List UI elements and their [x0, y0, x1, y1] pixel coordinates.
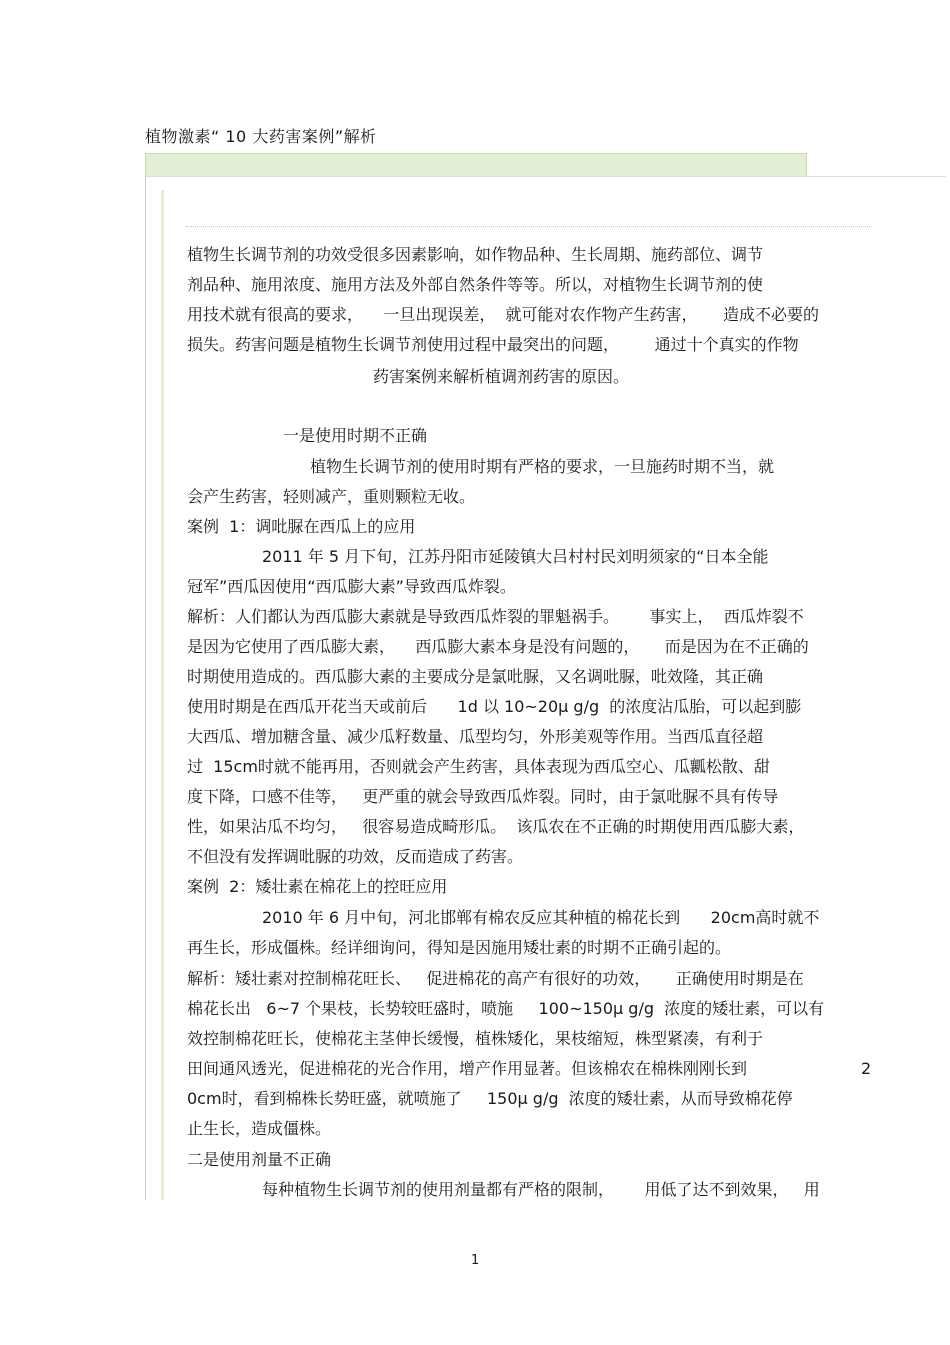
- body-line: 棉花长出 6~7 个果枝，长势较旺盛时，喷施 100~150μ g/g 浓度的矮壮素，可以有: [187, 999, 825, 1018]
- body-line: 会产生药害，轻则减产，重则颗粒无收。: [187, 487, 476, 506]
- body-line: 度下降，口感不佳等， 更严重的就会导致西瓜炸裂。同时，由于氯吡脲不具有传导: [187, 787, 779, 806]
- body-line: 剂品种、施用浓度、施用方法及外部自然条件等等。所以，对植物生长调节剂的使: [187, 275, 764, 294]
- title-banner: [145, 153, 807, 177]
- frame-accent-border: [161, 190, 164, 1200]
- body-line: 过 15cm时就不能再用，否则就会产生药害，具体表现为西瓜空心、瓜瓤松散、甜: [187, 757, 770, 776]
- section-heading: 二是使用剂量不正确: [187, 1150, 332, 1169]
- body-line: 止生长，造成僵株。: [187, 1119, 332, 1138]
- body-line: 冠军”西瓜因使用“西瓜膨大素”导致西瓜炸裂。: [187, 577, 516, 596]
- body-line: 2: [861, 1059, 872, 1078]
- body-line: 再生长，形成僵株。经详细询问，得知是因施用矮壮素的时期不正确引起的。: [187, 938, 732, 957]
- body-line: 损失。药害问题是植物生长调节剂使用过程中最突出的问题， 通过十个真实的作物: [187, 335, 799, 354]
- body-line: 植物生长调节剂的使用时期有严格的要求，一旦施药时期不当，就: [310, 457, 775, 476]
- body-line: 2010 年 6 月中旬，河北邯郸有棉农反应其种植的棉花长到 20cm高时就不: [262, 908, 820, 927]
- body-line: 解析：人们都认为西瓜膨大素就是导致西瓜炸裂的罪魁祸手。 事实上， 西瓜炸裂不: [187, 607, 804, 626]
- section-heading: 一是使用时期不正确: [283, 426, 428, 445]
- document-title: 植物激素“ 10 大药害案例”解析: [145, 127, 377, 146]
- body-line: 田间通风透光，促进棉花的光合作用，增产作用显著。但该棉农在棉株刚刚长到: [187, 1059, 748, 1078]
- body-line: 解析：矮壮素对控制棉花旺长、 促进棉花的高产有很好的功效， 正确使用时期是在: [187, 969, 804, 988]
- case-heading: 案例 1：调吡脲在西瓜上的应用: [187, 517, 416, 536]
- body-line: 是因为它使用了西瓜膨大素， 西瓜膨大素本身是没有问题的， 而是因为在不正确的: [187, 637, 809, 656]
- case-heading: 案例 2：矮壮素在棉花上的控旺应用: [187, 877, 448, 896]
- body-line: 0cm时，看到棉株长势旺盛，就喷施了 150μ g/g 浓度的矮壮素，从而导致棉花停: [187, 1089, 793, 1108]
- body-line: 效控制棉花旺长，使棉花主茎伸长缓慢，植株矮化，果枝缩短，株型紧凑，有利于: [187, 1029, 764, 1048]
- body-line: 使用时期是在西瓜开花当天或前后 1d 以 10~20μ g/g 的浓度沾瓜胎，可以起到膨: [187, 697, 802, 716]
- body-line: 植物生长调节剂的功效受很多因素影响，如作物品种、生长周期、施药部位、调节: [187, 245, 764, 264]
- body-line: 时期使用造成的。西瓜膨大素的主要成分是氯吡脲，又名调吡脲，吡效隆，其正确: [187, 667, 764, 686]
- body-line: 用技术就有很高的要求， 一旦出现误差， 就可能对农作物产生药害， 造成不必要的: [187, 305, 819, 324]
- body-line: 大西瓜、增加糖含量、减少瓜籽数量、瓜型均匀，外形美观等作用。当西瓜直径超: [187, 727, 764, 746]
- frame-left-border: [145, 176, 146, 1200]
- frame-top-border: [146, 176, 946, 177]
- body-line: 药害案例来解析植调剂药害的原因。: [373, 367, 630, 386]
- body-line: 2011 年 5 月下旬，江苏丹阳市延陵镇大吕村村民刘明须家的“日本全能: [262, 547, 769, 566]
- page-number: 1: [471, 1253, 480, 1268]
- body-line: 不但没有发挥调吡脲的功效，反而造成了药害。: [187, 847, 524, 866]
- dotted-divider: [186, 226, 872, 227]
- body-line: 每种植物生长调节剂的使用剂量都有严格的限制， 用低了达不到效果， 用: [262, 1180, 820, 1199]
- body-line: 性，如果沾瓜不均匀， 很容易造成畸形瓜。 该瓜农在不正确的时期使用西瓜膨大素，: [187, 817, 805, 836]
